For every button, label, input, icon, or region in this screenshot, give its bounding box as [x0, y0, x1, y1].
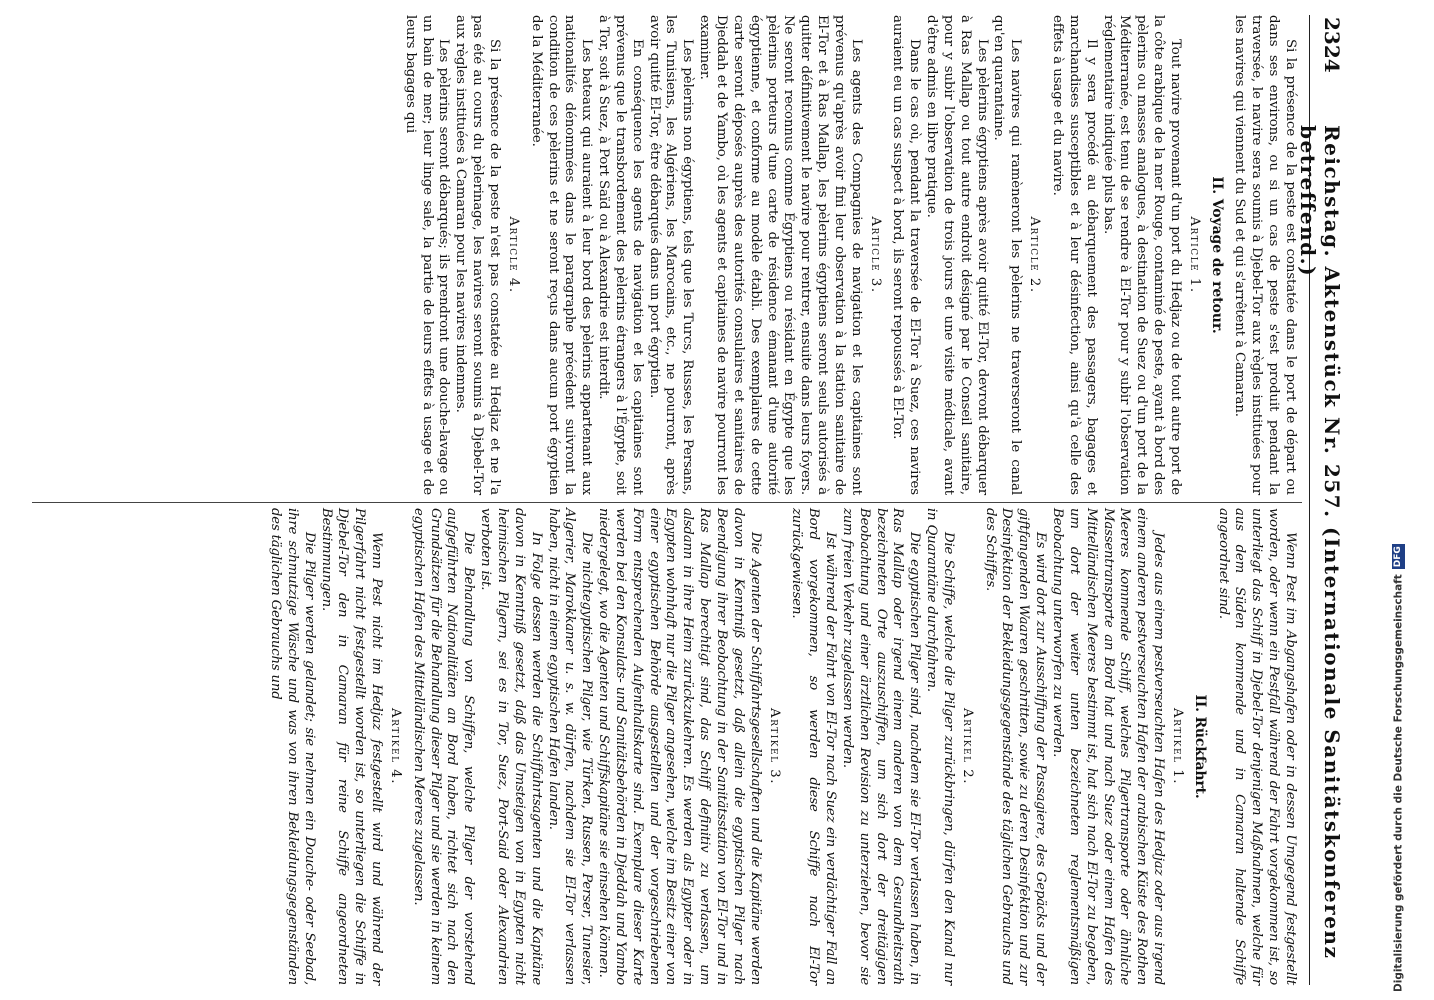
article-heading: Artikel 4.: [387, 708, 403, 785]
article-heading: Article 3.: [867, 216, 883, 294]
article-heading: Article 1.: [1186, 216, 1202, 294]
paragraph: Die Behandlung von Schiffen, welche Pilger der vorstehend aufgeführten Nationalitäten an Bord haben, richtet sich nach den Grundsätzen für die Behandlung dieser Pilger und sie werden in keinem egyptischen Hafen des Mittelländischen Meeres zugelassen.: [410, 508, 477, 985]
digitization-credit: [1392, 546, 1408, 992]
paragraph: Dans le cas où, pendant la traversée de El-Tor à Suez, ces navires auraient eu un cas suspect à bord, ils seront repoussés à El-Tor.: [890, 15, 923, 495]
paragraph: Ist während der Fahrt von El-Tor nach Suez ein verdächtiger Fall an Bord vorgekommen, so werden diese Schiffe nach El-Tor zurückgewiesen.: [789, 508, 839, 985]
page-title: Reichstag. Aktenstück Nr. 257. (Internationale Sanitätskonferenz betreffend.): [1296, 125, 1344, 960]
article-heading: Artikel 1.: [1169, 708, 1185, 785]
paragraph: Wenn Pest im Abgangshafen oder in dessen Umgegend festgestellt worden, oder wenn ein Pestfall während der Fahrt vorgekommen ist, so unterliegt das Schiff in Djebel-Tor denjenigen Maßnahmen, welche für aus dem Süden kommende und in Camaran haltende Schiffe angeordnet sind.: [1215, 508, 1298, 985]
paragraph: Es wird dort zur Ausschiffung der Passagiere, des Gepäcks und der giftfangenden Waaren geschritten, sowie zu deren Desinfektion und zur Desinfektion der Bekleidungsgegenstände des täglichen Gebrauchs und des Schiffes.: [982, 508, 1049, 985]
column-divider: [32, 502, 1302, 503]
article-heading: Article 4.: [505, 216, 521, 294]
french-column: [401, 15, 1298, 495]
paragraph: Die nichtegyptischen Pilger, wie Türken, Russen, Perser, Tunesier, Algerier, Marokkaner u. s. w. dürfen, nachdem sie El-Tor verlassen haben, nicht in einem egyptischen Hafen landen.: [545, 508, 595, 985]
paragraph: En conséquence les agents de navigation et les capitaines sont prévenus que le transbordement des pèlerins étrangers à l'Égypte, soit à Tor, soit à Suez, à Port Saïd ou à Alexandrie est interdit.: [596, 15, 645, 495]
paragraph: Les bateaux qui auraient à leur bord des pèlerins appartenant aux nationalités dénommées dans le paragraphe précédent suivront la condition de ces pèlerins et ne seront reçus dans aucun port égyptien de la Méditerranée.: [528, 15, 595, 495]
section-heading: II. Voyage de retour.: [1208, 176, 1225, 334]
paragraph: Si la présence de la peste n'est pas constatée au Hedjaz et ne l'a pas été au cours du pèlerinage, les navires seront soumis à Djebel-Tor aux règles instituées à Camaran pour les navires indemnes.: [453, 15, 503, 495]
paragraph: Les agents des Compagnies de navigation et les capitaines sont prévenus qu'après avoir fini leur observation à la station sanitaire de El-Tor et à Ras Mallap, les pèlerins égyptiens seront seuls autorisés à quitter définitivement le navire pour rentrer, ensuite dans leurs foyers. Ne seront reconnus comme Égyptiens ou résidant en Égypte que les pèlerins porteurs d'une carte de résidence émanant d'une autorité égyptienne, et conforme au modèle établi. Des exemplaires de cette carte seront déposés auprès des autorités consulaires et sanitaires de Djeddah et de Yambo, où les agents et capitaines de navire pourront les examiner.: [697, 15, 864, 495]
paragraph: Tout navire provenant d'un port du Hedjaz ou de tout autre port de la côte arabique de la mer Rouge, contaminé de peste, ayant à bord des pèlerins ou masses analogues, à destination de Suez ou d'un port de la Méditerranée, est tenu de se rendre à El-Tor pour y subir l'observation réglementaire indiquée plus bas.: [1100, 15, 1183, 495]
dfg-logo: DFG: [1393, 546, 1403, 568]
paragraph: Il y sera procédé au débarquement des passagers, bagages et marchandises susceptibles et à leur désinfection, ainsi qu'à celle des effets à usage et du navire.: [1050, 15, 1099, 495]
paragraph: Die egyptischen Pilger sind, nachdem sie El-Tor verlassen haben, in Ras Mallap oder irgend einem anderen von dem Gesundheitsrath bezeichneten Orte auszuschiffen, um sich dort der dreitägigen Beobachtung und einer ärztlichen Revision zu unterziehen, bevor sie zum freien Verkehr zugelassen werden.: [839, 508, 923, 985]
article-heading: Article 2.: [1027, 216, 1043, 294]
section-heading: II. Rückfahrt.: [1191, 694, 1208, 799]
paragraph: In Folge dessen werden die Schiffahrtsagenten und die Kapitäne davon in Kenntniß gesetzt, daß das Umsteigen von in Egypten nicht heimischen Pilgern, sei es in Tor, Suez, Port-Said oder Alexandrien verboten ist.: [478, 508, 544, 985]
paragraph: Die Pilger werden gelandet; sie nehmen ein Douche- oder Seebad, ihre schmutzige Wäsche und was von ihren Bekleidungsgegenständen des täglichen Gebrauchs und: [268, 508, 317, 985]
paragraph: Les pèlerins égyptiens après avoir quitté El-Tor, devront débarquer à Ras Mallap ou tout autre endroit désigné par le Conseil sanitaire, pour y subir l'observation de trois jours et une visite médicale, avant d'être admis en libre pratique.: [924, 15, 990, 495]
paragraph: Les navires qui ramèneront les pèlerins ne traverseront le canal qu'en quarantaine.: [991, 15, 1024, 495]
paragraph: Wenn Pest nicht im Hedjaz festgestellt wird und während der Pilgerfahrt nicht festgestellt worden ist, so unterliegen die Schiffe in Djebel-Tor den in Camaran für reine Schiffe angeordneten Bestimmungen.: [318, 508, 385, 985]
running-header: [1296, 15, 1350, 985]
article-heading: Artikel 3.: [766, 708, 782, 785]
paragraph: Die Schiffe, welche die Pilger zurückbringen, dürfen den Kanal nur in Quarantäne durchfahren.: [924, 508, 956, 985]
german-column: [266, 508, 1298, 985]
paragraph: Les pèlerins non égyptiens, tels que les Turcs, Russes, les Persans, les Tunisiens, les Algériens, les Marocains, etc., ne pourront, après avoir quitté El-Tor, être débarqués dans un port égyptien.: [646, 15, 696, 495]
page-number: 2324: [1320, 17, 1344, 73]
credit-text: Digitalisierung gefördert durch die Deutsche Forschungsgemeinschaft: [1392, 574, 1405, 992]
scanned-page: [20, 15, 1350, 985]
paragraph: Jedes aus einem pestverseuchten Hafen des Hedjaz oder aus irgend einem anderen pestverseuchten Hafen der arabischen Küste des Rothen Meeres kommende Schiff, welches Pilgertransporte oder ähnliche Massentransporte an Bord hat und nach Suez oder einem Hafen des Mittelländischen Meeres bestimmt ist, hat sich nach El-Tor zu begeben, um dort der weiter unten bezeichneten reglementsmäßigen Beobachtung unterworfen zu werden.: [1050, 508, 1167, 985]
paragraph: Si la présence de la peste est constatée dans le port de départ ou dans ses environs, ou si un cas de peste s'est produit pendant la traversée, le navire sera soumis à Djebel-Tor aux règles instituées pour les navires qui viennent du Sud et qui s'arrêtent à Camaran.: [1232, 15, 1298, 495]
article-heading: Artikel 2.: [959, 708, 975, 785]
paragraph: Die Agenten der Schiffahrtsgesellschaften und die Kapitäne werden davon in Kenntniß gesetzt, daß allein die egyptischen Pilger nach Beendigung ihrer Beobachtung in der Sanitätsstation von El-Tor und in Ras Mallap berechtigt sind, das Schiff definitiv zu verlassen, um alsdann in ihre Heim zurückzukehren. Es werden als Egypter oder in Egypten wohnhaft nur die Pilger angesehen, welche im Besitz einer von einer egyptischen Behörde ausgestellten und der vorgeschriebenen Form entsprechenden Aufenthaltskarte sind. Exemplare dieser Karte werden bei den Konsulats- und Sanitätsbehörden in Djeddah und Yambo niedergelegt, wo die Agenten und Schiffskapitäne sie einsehen können.: [596, 508, 763, 985]
paragraph: Les pèlerins seront débarqués; ils prendront une douche-lavage ou un bain de mer; leur linge sale, la partie de leurs effets à usage et de leurs bagages qui: [402, 15, 452, 495]
